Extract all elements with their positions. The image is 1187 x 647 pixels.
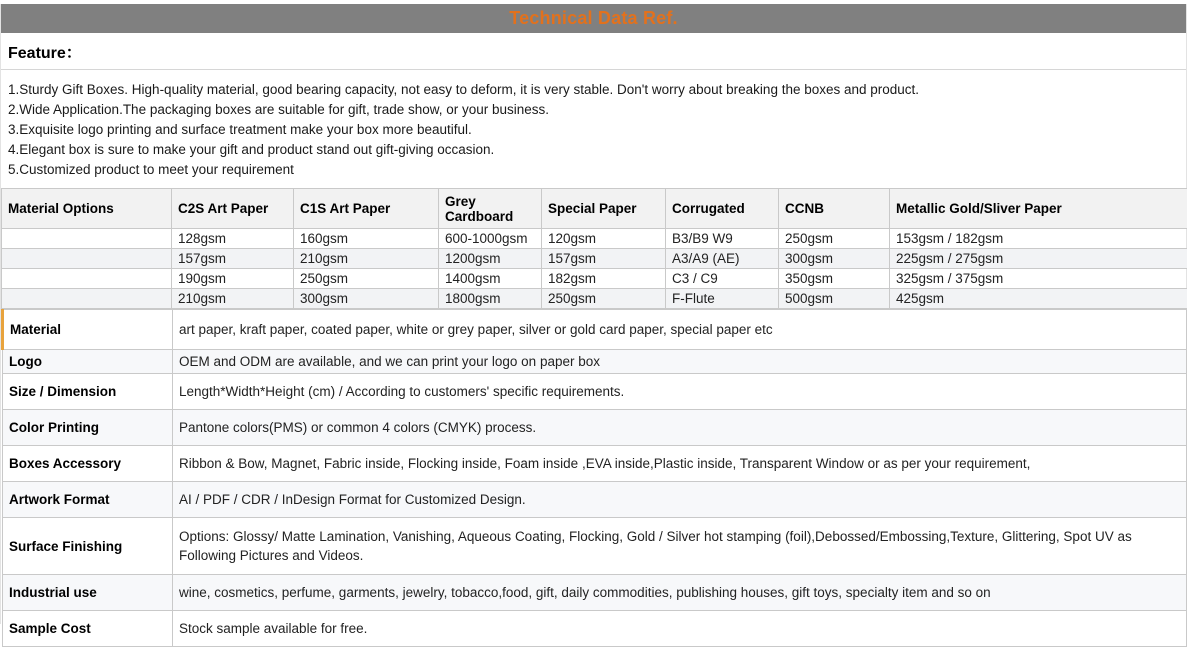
details-row: [3, 410, 1187, 446]
materials-cell: F-Flute: [666, 289, 779, 309]
detail-label: Surface Finishing: [3, 518, 173, 575]
details-row: [3, 575, 1187, 611]
materials-row: [2, 249, 1187, 269]
materials-cell: 350gsm: [779, 269, 890, 289]
materials-row: [2, 269, 1187, 289]
detail-label: Industrial use: [3, 575, 173, 611]
details-row: [3, 310, 1187, 350]
materials-cell: 225gsm / 275gsm: [890, 249, 1187, 269]
materials-cell: 157gsm: [542, 249, 666, 269]
materials-cell: 210gsm: [172, 289, 294, 309]
materials-column-header: C1S Art Paper: [294, 189, 439, 229]
detail-value: Options: Glossy/ Matte Lamination, Vanishing, Aqueous Coating, Flocking, Gold / Silver hot stamping (foil),Debossed/Embossing,Texture, Glittering, Spot UV as Following Pictures and Videos.: [173, 518, 1187, 575]
materials-cell: 250gsm: [779, 229, 890, 249]
materials-cell: 1400gsm: [439, 269, 542, 289]
details-row: [3, 518, 1187, 575]
materials-cell: 300gsm: [294, 289, 439, 309]
materials-cell: A3/A9 (AE): [666, 249, 779, 269]
materials-cell: [2, 289, 172, 309]
materials-cell: 300gsm: [779, 249, 890, 269]
detail-value: AI / PDF / CDR / InDesign Format for Customized Design.: [173, 482, 1187, 518]
detail-label: Sample Cost: [3, 611, 173, 647]
materials-column-header: Corrugated: [666, 189, 779, 229]
detail-value: art paper, kraft paper, coated paper, white or grey paper, silver or gold card paper, special paper etc: [173, 310, 1187, 350]
detail-label: Logo: [3, 350, 173, 374]
materials-column-header: C2S Art Paper: [172, 189, 294, 229]
materials-cell: C3 / C9: [666, 269, 779, 289]
feature-item: 4.Elegant box is sure to make your gift and product stand out gift-giving occasion.: [8, 140, 1179, 160]
details-body: [3, 310, 1187, 647]
details-row: [3, 611, 1187, 647]
materials-cell: 120gsm: [542, 229, 666, 249]
materials-column-header: Material Options: [2, 189, 172, 229]
materials-cell: 128gsm: [172, 229, 294, 249]
materials-column-header: CCNB: [779, 189, 890, 229]
materials-cell: 1800gsm: [439, 289, 542, 309]
feature-item: 1.Sturdy Gift Boxes. High-quality material, good bearing capacity, not easy to deform, it is very stable. Don't worry about breaking the boxes and product.: [8, 80, 1179, 100]
materials-cell: [2, 249, 172, 269]
feature-heading: Feature：: [1, 33, 1186, 70]
materials-cell: B3/B9 W9: [666, 229, 779, 249]
materials-cell: 250gsm: [542, 289, 666, 309]
details-row: [3, 350, 1187, 374]
detail-label: Size / Dimension: [3, 374, 173, 410]
feature-item: 5.Customized product to meet your requirement: [8, 160, 1179, 180]
page-title: Technical Data Ref.: [509, 8, 678, 29]
materials-cell: 153gsm / 182gsm: [890, 229, 1187, 249]
detail-label: Material: [3, 310, 173, 350]
materials-cell: 325gsm / 375gsm: [890, 269, 1187, 289]
materials-cell: 182gsm: [542, 269, 666, 289]
materials-cell: 250gsm: [294, 269, 439, 289]
detail-value: Ribbon & Bow, Magnet, Fabric inside, Flocking inside, Foam inside ,EVA inside,Plastic inside, Transparent Window or as per your requirement,: [173, 446, 1187, 482]
materials-cell: 1200gsm: [439, 249, 542, 269]
details-table: [1, 309, 1187, 647]
materials-cell: 190gsm: [172, 269, 294, 289]
feature-item: 2.Wide Application.The packaging boxes are suitable for gift, trade show, or your business.: [8, 100, 1179, 120]
feature-item: 3.Exquisite logo printing and surface treatment make your box more beautiful.: [8, 120, 1179, 140]
materials-row: [2, 229, 1187, 249]
details-row: [3, 482, 1187, 518]
materials-header-row: [2, 189, 1187, 229]
materials-cell: 500gsm: [779, 289, 890, 309]
title-banner: [1, 4, 1186, 33]
materials-cell: 425gsm: [890, 289, 1187, 309]
materials-row: [2, 289, 1187, 309]
materials-column-header: Special Paper: [542, 189, 666, 229]
detail-value: wine, cosmetics, perfume, garments, jewelry, tobacco,food, gift, daily commodities, publishing houses, gift toys, specialty item and so on: [173, 575, 1187, 611]
materials-column-header: Grey Cardboard: [439, 189, 542, 229]
detail-value: Pantone colors(PMS) or common 4 colors (CMYK) process.: [173, 410, 1187, 446]
detail-label: Color Printing: [3, 410, 173, 446]
materials-table: [1, 188, 1187, 309]
detail-value: Stock sample available for free.: [173, 611, 1187, 647]
materials-cell: [2, 229, 172, 249]
detail-label: Artwork Format: [3, 482, 173, 518]
materials-cell: 160gsm: [294, 229, 439, 249]
materials-cell: [2, 269, 172, 289]
details-row: [3, 446, 1187, 482]
detail-label: Boxes Accessory: [3, 446, 173, 482]
materials-cell: 210gsm: [294, 249, 439, 269]
materials-cell: 157gsm: [172, 249, 294, 269]
details-row: [3, 374, 1187, 410]
materials-body: [2, 229, 1187, 309]
materials-column-header: Metallic Gold/Sliver Paper: [890, 189, 1187, 229]
feature-list: [1, 70, 1186, 186]
materials-cell: 600-1000gsm: [439, 229, 542, 249]
detail-value: OEM and ODM are available, and we can print your logo on paper box: [173, 350, 1187, 374]
detail-value: Length*Width*Height (cm) / According to customers' specific requirements.: [173, 374, 1187, 410]
